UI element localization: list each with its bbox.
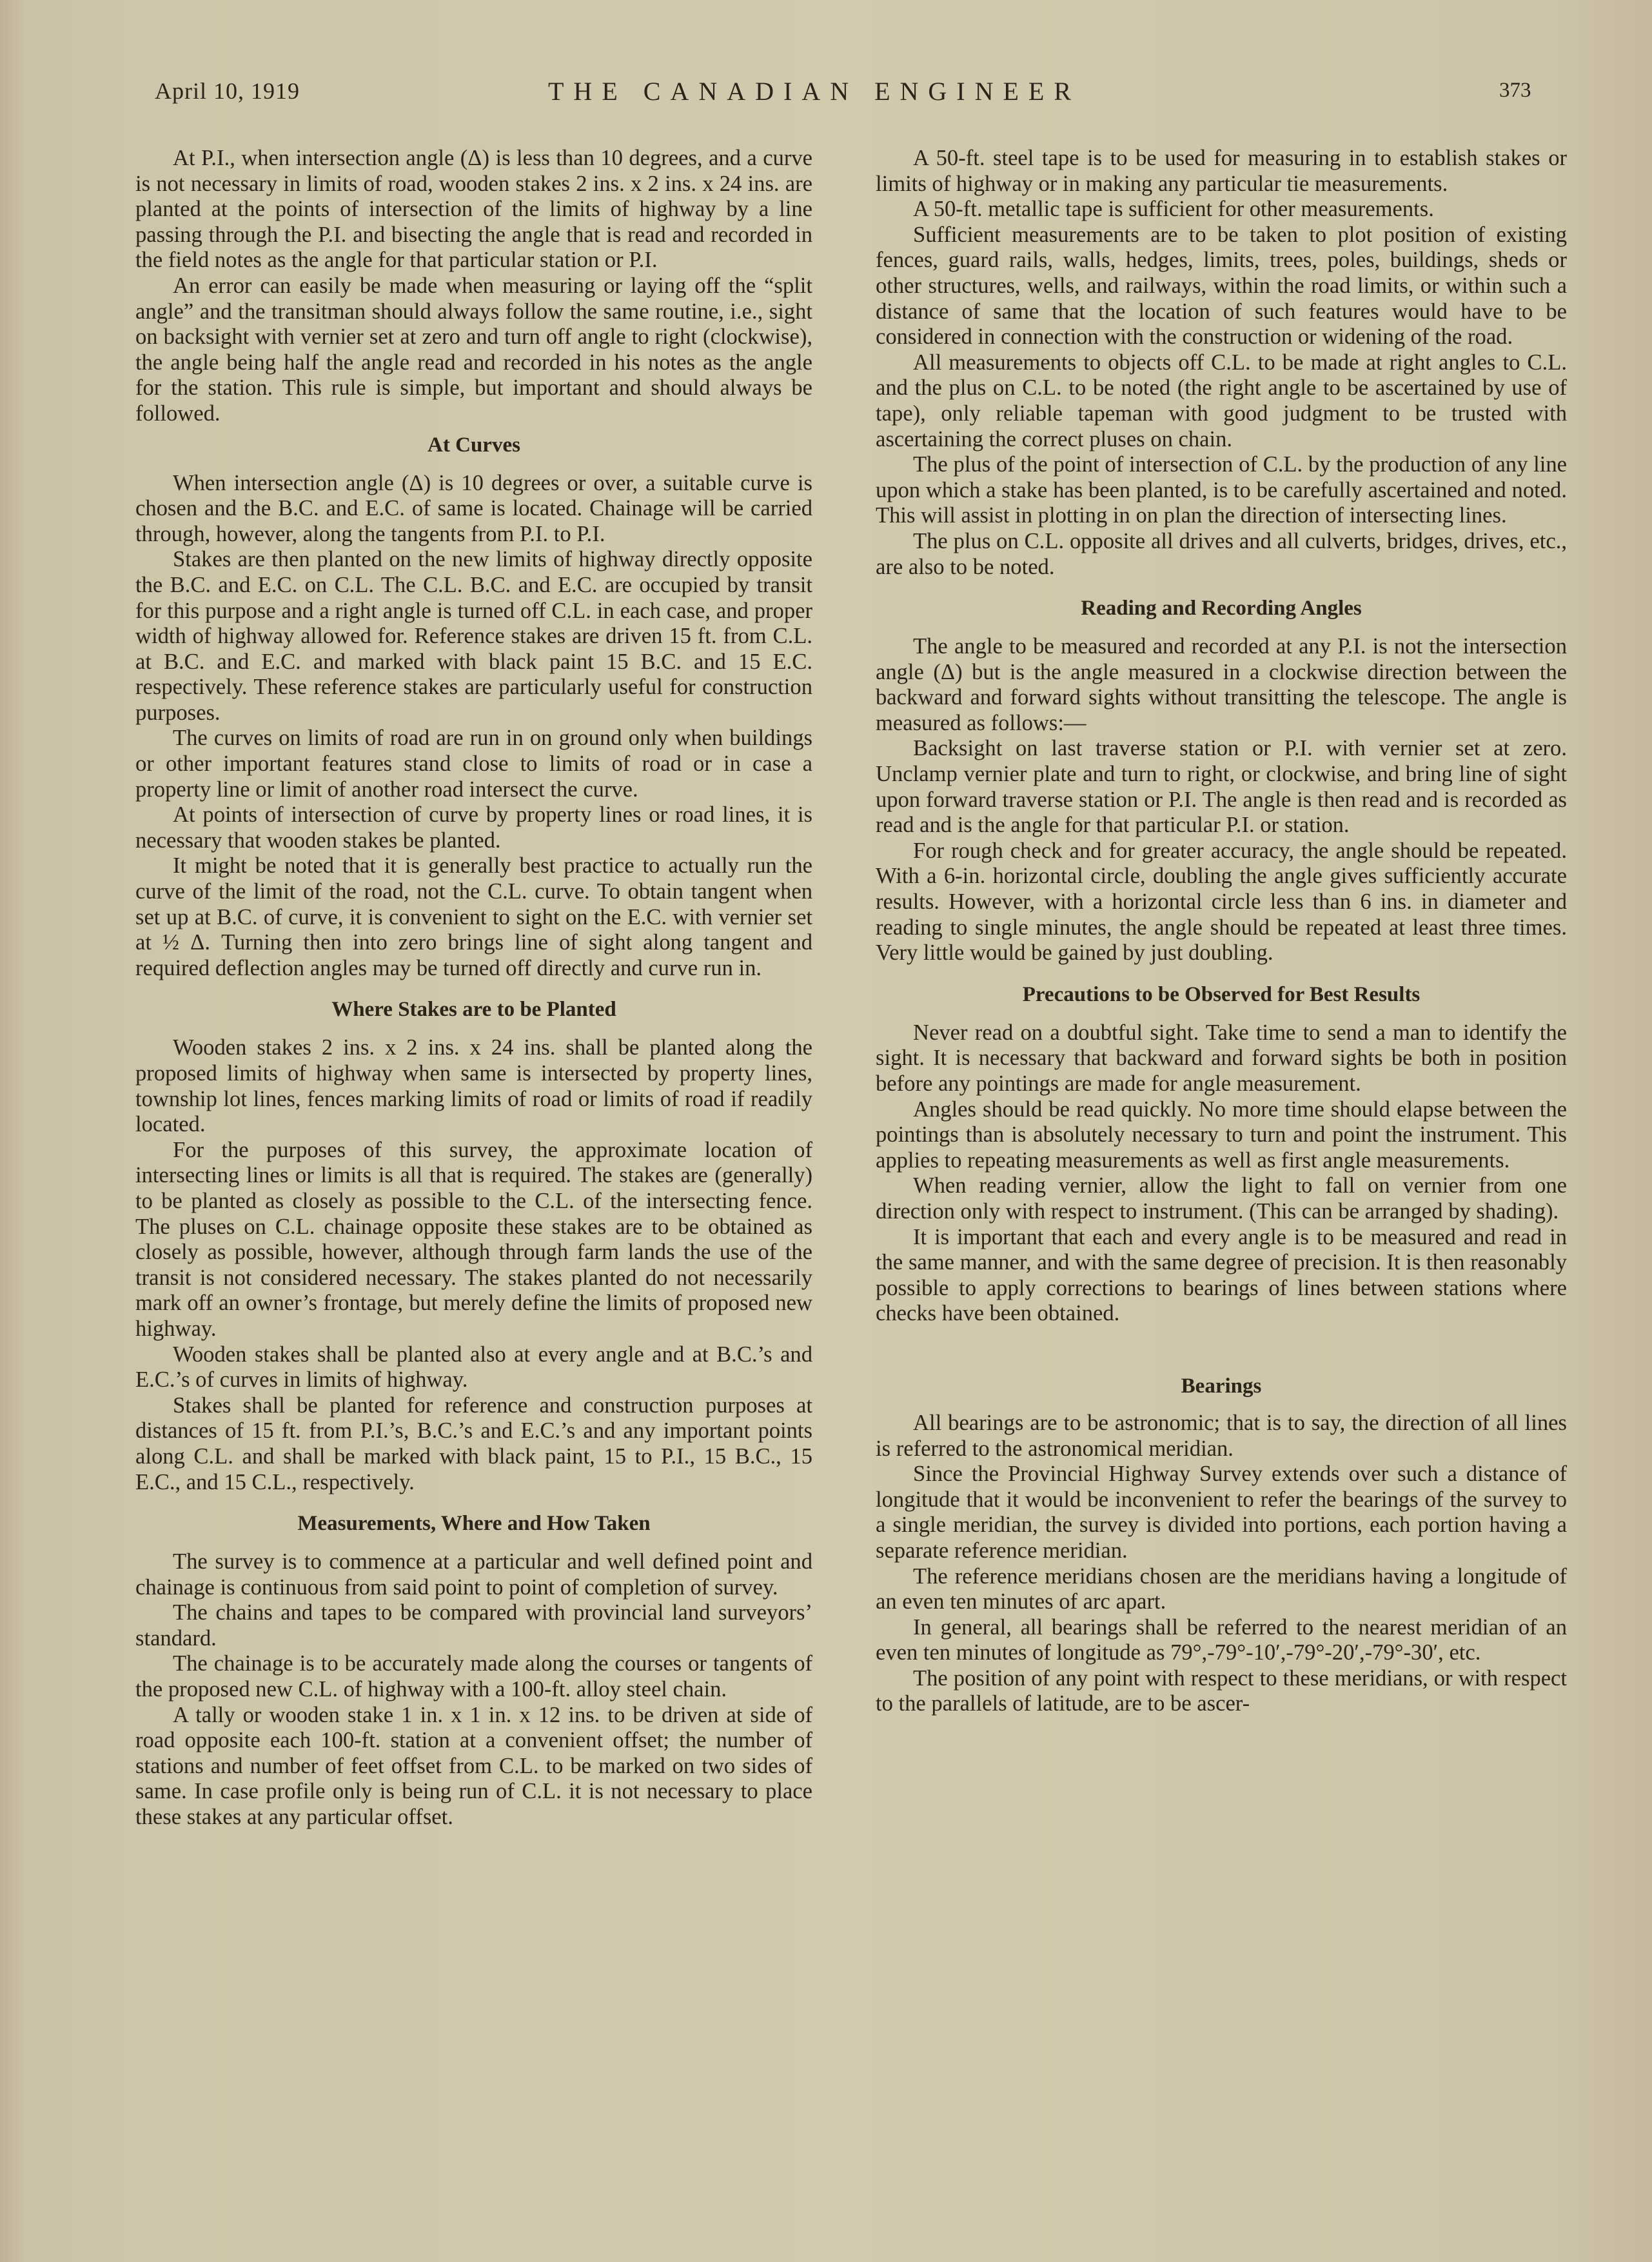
paragraph: The chainage is to be accurately made along the courses or tangents of the proposed new C.L. of highway with a 100-ft. alloy steel chain.: [135, 1651, 812, 1702]
paragraph: Backsight on last traverse station or P.I. with vernier set at zero. Unclamp vernier plate and turn to right, or clockwise, and bring line of sight upon forward traverse station or P.I. The angle is then read and is recorded as read and is the angle for that particular P.I. or station.: [876, 736, 1567, 838]
section-heading-precautions: Precautions to be Observed for Best Results: [1022, 982, 1421, 1006]
paragraph: Stakes shall be planted for reference and construction purposes at distances of 15 ft. from P.I.’s, B.C.’s and E.C.’s and any important points along C.L. and shall be marked with black paint, 15 to P.I., 15 B.C., 15 E.C., and 15 C.L., respectively.: [135, 1393, 812, 1494]
left-column: [135, 146, 812, 1830]
paragraph: In general, all bearings shall be referred to the nearest meridian of an even ten minutes of longitude as 79°,-79°-10′,-79°-20′,-79°-30′, etc.: [876, 1614, 1567, 1665]
section-heading-reading-angles: Reading and Recording Angles: [1081, 597, 1362, 620]
section-heading-stakes: Where Stakes are to be Planted: [331, 998, 616, 1022]
paragraph: Wooden stakes 2 ins. x 2 ins. x 24 ins. shall be planted along the proposed limits of highway when same is intersected by property lines, township lot lines, fences marking limits of road or limits of road if readily located.: [135, 1035, 812, 1137]
section-heading-measurements: Measurements, Where and How Taken: [297, 1512, 651, 1536]
paragraph: All bearings are to be astronomic; that is to say, the direction of all lines is referred to the astronomical meridian.: [876, 1410, 1567, 1461]
paragraph: The chains and tapes to be compared with provincial land surveyors’ standard.: [135, 1600, 812, 1651]
paragraph: The position of any point with respect to these meridians, or with respect to the parallels of latitude, are to be ascer-: [876, 1665, 1567, 1716]
paragraph: When reading vernier, allow the light to fall on vernier from one direction only with respect to instrument. (This can be arranged by shading).: [876, 1173, 1567, 1224]
paragraph: All measurements to objects off C.L. to be made at right angles to C.L. and the plus on C.L. to be noted (the right angle to be ascertained by use of tape), only reliable tapeman with good judgment to be trusted with ascertaining the correct pluses on chain.: [876, 350, 1567, 451]
issue-date: April 10, 1919: [155, 78, 300, 104]
paragraph: Angles should be read quickly. No more time should elapse between the pointings than is absolutely necessary to turn and point the instrument. This applies to repeating measurements as well as first angle measurements.: [876, 1096, 1567, 1173]
paragraph: Stakes are then planted on the new limits of highway directly opposite the B.C. and E.C. on C.L. The C.L. B.C. and E.C. are occupied by transit for this purpose and a right angle is turned off C.L. in each case, and proper width of highway allowed for. Reference stakes are driven 15 ft. from C.L. at B.C. and E.C. and marked with black paint 15 B.C. and 15 E.C. respectively. These reference stakes are particularly useful for construction purposes.: [135, 547, 812, 725]
paragraph: At P.I., when intersection angle (Δ) is less than 10 degrees, and a curve is not necessary in limits of road, wooden stakes 2 ins. x 2 ins. x 24 ins. are planted at the points of intersection of the limits of highway by a line passing through the P.I. and bisecting the angle that is read and recorded in the field notes as the angle for that particular station or P.I.: [135, 146, 812, 273]
paragraph: Wooden stakes shall be planted also at every angle and at B.C.’s and E.C.’s of curves in limits of highway.: [135, 1342, 812, 1393]
section-heading-curves: At Curves: [428, 433, 520, 457]
paragraph: The reference meridians chosen are the meridians having a longitude of an even ten minutes of arc apart.: [876, 1563, 1567, 1614]
paragraph: Never read on a doubtful sight. Take time to send a man to identify the sight. It is necessary that backward and forward sights be both in position before any pointings are made for angle measurement.: [876, 1020, 1567, 1096]
paragraph: The survey is to commence at a particular and well defined point and chainage is continuous from said point to point of completion of survey.: [135, 1549, 812, 1600]
section-heading-bearings: Bearings: [1181, 1374, 1262, 1398]
paragraph: It is important that each and every angle is to be measured and read in the same manner, and with the same degree of precision. It is then reasonably possible to apply corrections to bearings of lines between stations where checks have been obtained.: [876, 1224, 1567, 1326]
paragraph: A 50-ft. steel tape is to be used for measuring in to establish stakes or limits of highway or in making any particular tie measurements.: [876, 146, 1567, 196]
paragraph: It might be noted that it is generally best practice to actually run the curve of the limit of the road, not the C.L. curve. To obtain tangent when set up at B.C. of curve, it is convenient to sight on the E.C. with vernier set at ½ Δ. Turning then into zero brings line of sight along tangent and required deflection angles may be turned off directly and curve run in.: [135, 853, 812, 980]
page-number: 373: [1499, 79, 1531, 102]
paragraph: Sufficient measurements are to be taken to plot position of existing fences, guard rails, walls, hedges, limits, trees, poles, buildings, sheds or other structures, wells, and railways, within the road limits, or within such a distance of same that the location of such features would have to be considered in connection with the construction or widening of the road.: [876, 222, 1567, 350]
paragraph: At points of intersection of curve by property lines or road lines, it is necessary that wooden stakes be planted.: [135, 802, 812, 853]
paragraph: The plus of the point of intersection of C.L. by the production of any line upon which a stake has been planted, is to be carefully ascertained and noted. This will assist in plotting in on plan the direction of intersecting lines.: [876, 452, 1567, 528]
paragraph: The plus on C.L. opposite all drives and all culverts, bridges, drives, etc., are also to be noted.: [876, 528, 1567, 579]
paragraph: The curves on limits of road are run in on ground only when buildings or other important features stand close to limits of road or in case a property line or limit of another road intersect the curve.: [135, 726, 812, 802]
paragraph: An error can easily be made when measuring or laying off the “split angle” and the transitman should always follow the same routine, i.e., sight on backsight with vernier set at zero and turn off angle to right (clockwise), the angle being half the angle read and recorded in his notes as the angle for the station. This rule is simple, but important and should always be followed.: [135, 273, 812, 426]
paragraph: The angle to be measured and recorded at any P.I. is not the intersection angle (Δ) but is the angle measured in a clockwise direction between the backward and forward sights without transitting the telescope. The angle is measured as follows:—: [876, 634, 1567, 735]
right-column: [876, 146, 1567, 1717]
paragraph: A tally or wooden stake 1 in. x 1 in. x 12 ins. to be driven at side of road opposite each 100-ft. station at a convenient offset; the number of stations and number of feet offset from C.L. to be marked on two sides of same. In case profile only is being run of C.L. it is not necessary to place these stakes at any particular offset.: [135, 1702, 812, 1830]
journal-title: THE CANADIAN ENGINEER: [548, 77, 1081, 106]
paragraph: For the purposes of this survey, the approximate location of intersecting lines or limits is all that is required. The stakes are (generally) to be planted as closely as possible to the C.L. of the intersecting fence. The pluses on C.L. chainage opposite these stakes are to be obtained as closely as possible, however, although through farm lands the use of the transit is not considered necessary. The stakes planted do not necessarily mark off an owner’s frontage, but merely define the limits of proposed new highway.: [135, 1137, 812, 1341]
running-header: [0, 71, 1652, 116]
paragraph: Since the Provincial Highway Survey extends over such a distance of longitude that it would be inconvenient to refer the bearings of the survey to a single meridian, the survey is divided into portions, each portion having a separate reference meridian.: [876, 1462, 1567, 1563]
paragraph: A 50-ft. metallic tape is sufficient for other measurements.: [913, 197, 1434, 222]
paragraph: When intersection angle (Δ) is 10 degrees or over, a suitable curve is chosen and the B.C. and E.C. of same is located. Chainage will be carried through, however, along the tangents from P.I. to P.I.: [135, 470, 812, 546]
paragraph: For rough check and for greater accuracy, the angle should be repeated. With a 6-in. horizontal circle, doubling the angle gives sufficiently accurate results. However, with a horizontal circle less than 6 ins. in diameter and reading to single minutes, the angle should be repeated at least three times. Very little would be gained by just doubling.: [876, 838, 1567, 966]
